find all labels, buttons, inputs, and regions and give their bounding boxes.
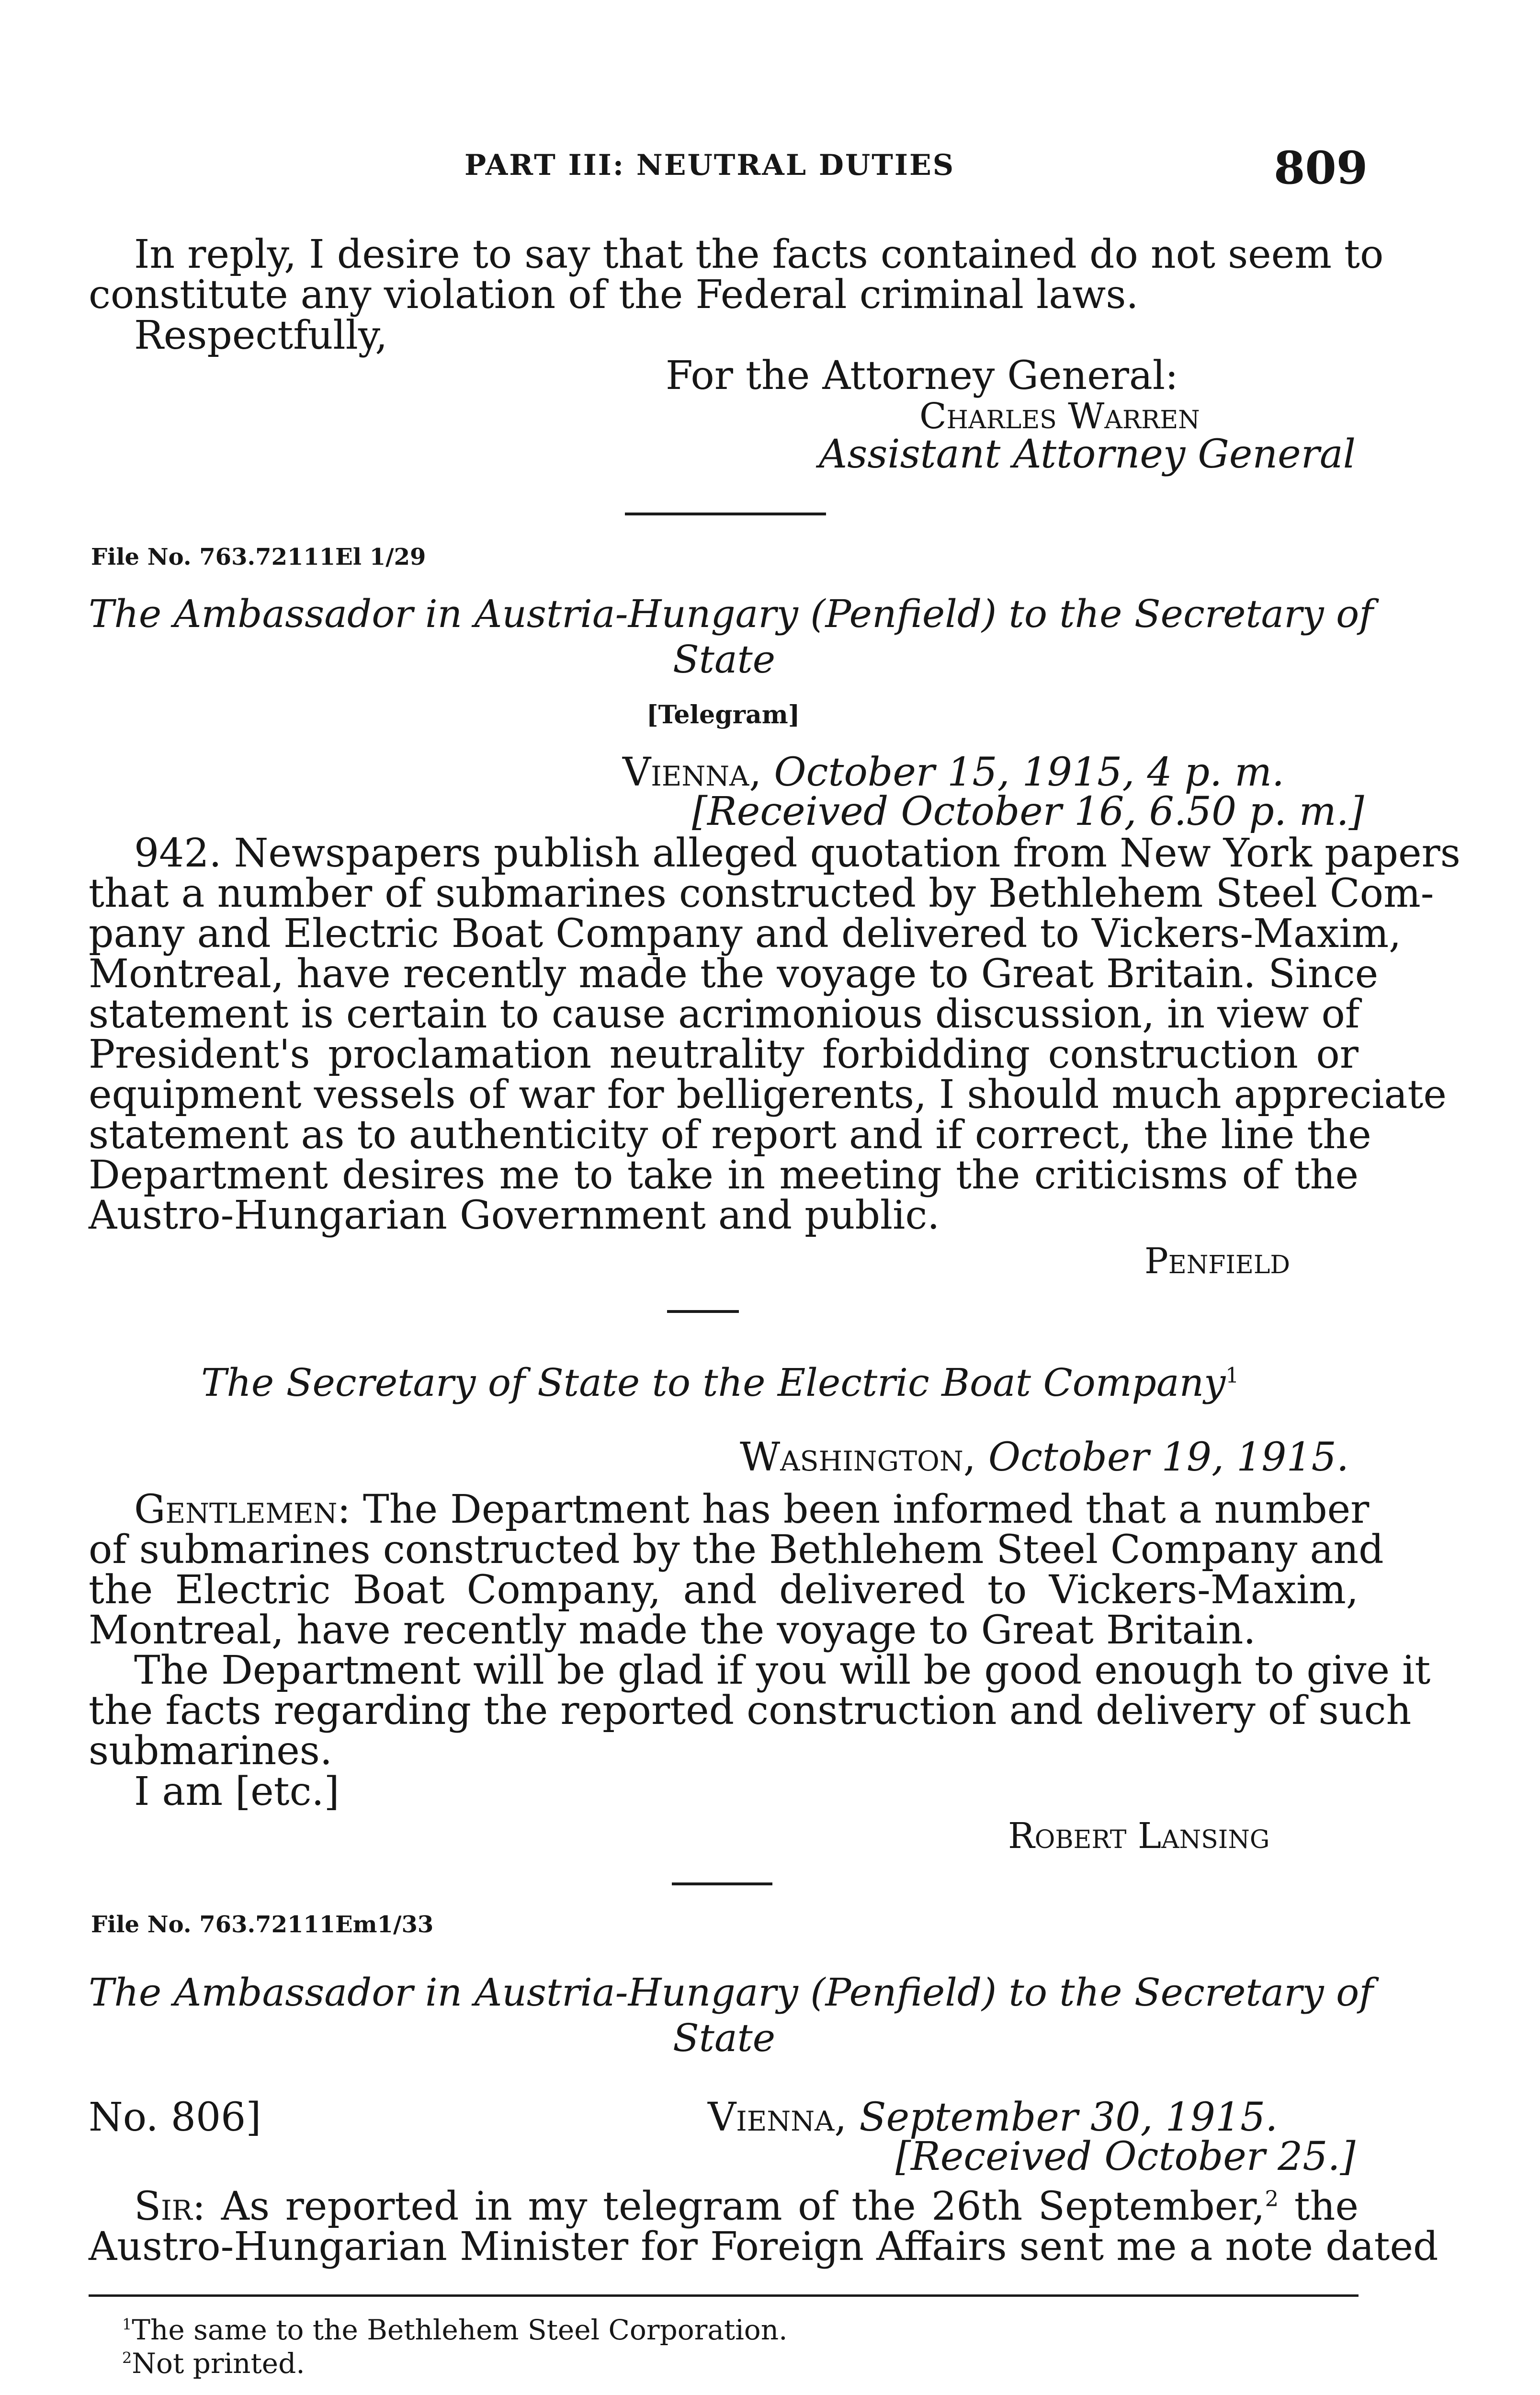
doc1-closing: Respectfully, (134, 313, 388, 358)
doc4-file-number: File No. 763.72111Em1/33 (91, 1911, 434, 1938)
doc1-for: For the Attorney General: (666, 353, 1178, 399)
doc2-line-4: Montreal, have recently made the voyage to Great Britain. Since (89, 951, 1379, 997)
doc3-line-2: of submarines constructed by the Bethlehem Steel Company and (89, 1527, 1384, 1573)
doc3-salutation: Gentlemen: (134, 1487, 351, 1532)
separator-rule (625, 513, 826, 515)
separator-rule (667, 1310, 739, 1313)
running-header: PART III: NEUTRAL DUTIES (464, 148, 955, 182)
doc4-title-line-2: State (673, 2016, 776, 2060)
doc2-dateline (623, 752, 1284, 793)
doc1-signer-title: Assistant Attorney General (819, 432, 1356, 477)
doc2-date: October 15, 1915, 4 p. m. (774, 750, 1285, 795)
doc3-line-3: the Electric Boat Company, and delivered to Vickers-Maxim, (89, 1567, 1359, 1613)
doc3-title-footnote-mark: 1 (1225, 1363, 1239, 1388)
footnote-2-text: Not printed. (132, 2347, 305, 2380)
doc3-line-1 (134, 1487, 1370, 1532)
doc4-title-line-1: The Ambassador in Austria-Hungary (Penfield) to the Secretary of (89, 1970, 1373, 2015)
doc4-footnote-mark: 2 (1265, 2186, 1279, 2212)
doc1-line-1: In reply, I desire to say that the facts contained do not seem to (134, 232, 1384, 277)
doc3-line-5: The Department will be glad if you will be good enough to give it (134, 1648, 1431, 1693)
doc3-line-6: the facts regarding the reported construction and delivery of such (89, 1688, 1412, 1734)
doc4-line-1 (134, 2184, 1359, 2229)
doc3-line-1-text: The Department has been informed that a number (363, 1487, 1370, 1532)
doc2-file-number: File No. 763.72111El 1/29 (91, 544, 426, 570)
doc2-received: [Received October 16, 6.50 p. m.] (692, 789, 1364, 834)
footnote-1 (122, 2314, 788, 2346)
footnote-1-text: The same to the Bethlehem Steel Corporation. (132, 2314, 788, 2346)
doc2-line-6: President's proclamation neutrality forbidding construction or (89, 1032, 1359, 1077)
doc4-line-2: Austro-Hungarian Minister for Foreign Affairs sent me a note dated (89, 2224, 1438, 2270)
doc4-number: No. 806] (89, 2095, 261, 2140)
doc2-line-2: that a number of submarines constructed by Bethlehem Steel Com- (89, 871, 1434, 916)
doc3-title-text: The Secretary of State to the Electric Boat Company (201, 1360, 1226, 1405)
doc4-received: [Received October 25.] (895, 2134, 1356, 2179)
doc2-line-3: pany and Electric Boat Company and delivered to Vickers-Maxim, (89, 911, 1402, 957)
footnote-rule (89, 2294, 1359, 2297)
doc4-place: Vienna, (708, 2095, 847, 2140)
doc2-line-1: 942. Newspapers publish alleged quotation from New York papers (134, 831, 1461, 876)
doc4-date: September 30, 1915. (859, 2095, 1278, 2140)
doc4-dateline (708, 2097, 1278, 2138)
doc2-line-7: equipment vessels of war for belligerents, I should much appreciate (89, 1072, 1447, 1118)
doc2-signer: Penfield (1144, 1241, 1291, 1282)
doc2-line-10: Austro-Hungarian Government and public. (89, 1193, 940, 1238)
footnote-1-mark: 1 (122, 2315, 132, 2334)
footnote-2-mark: 2 (122, 2349, 132, 2367)
doc3-signer: Robert Lansing (1008, 1815, 1270, 1857)
doc3-closing: I am [etc.] (134, 1769, 340, 1814)
doc1-line-2: constitute any violation of the Federal criminal laws. (89, 272, 1139, 318)
doc2-line-8: statement as to authenticity of report and if correct, the line the (89, 1112, 1371, 1158)
doc2-line-9: Department desires me to take in meeting the criticisms of the (89, 1152, 1359, 1198)
separator-rule (672, 1882, 772, 1885)
doc2-line-5: statement is certain to cause acrimonious discussion, in view of (89, 992, 1360, 1037)
doc3-line-7: submarines. (89, 1728, 332, 1774)
footnote-2 (122, 2347, 305, 2380)
doc3-line-4: Montreal, have recently made the voyage to Great Britain. (89, 1608, 1256, 1653)
doc4-salutation: Sir: (134, 2184, 206, 2229)
doc2-type: [Telegram] (646, 700, 800, 730)
doc3-date: October 19, 1915. (988, 1435, 1349, 1480)
doc1-signer: Charles Warren (919, 396, 1200, 437)
doc4-line-1-end: the (1294, 2184, 1359, 2229)
doc3-place: Washington, (740, 1435, 976, 1480)
doc2-place: Vienna, (623, 750, 762, 795)
page-number: 809 (1274, 142, 1368, 194)
doc2-title-line-2: State (673, 637, 776, 682)
doc2-title-line-1: The Ambassador in Austria-Hungary (Penfield) to the Secretary of (89, 592, 1373, 636)
doc3-title (201, 1360, 1239, 1405)
doc4-line-1-text: As reported in my telegram of the 26th September, (221, 2184, 1265, 2229)
doc3-dateline (740, 1437, 1349, 1478)
